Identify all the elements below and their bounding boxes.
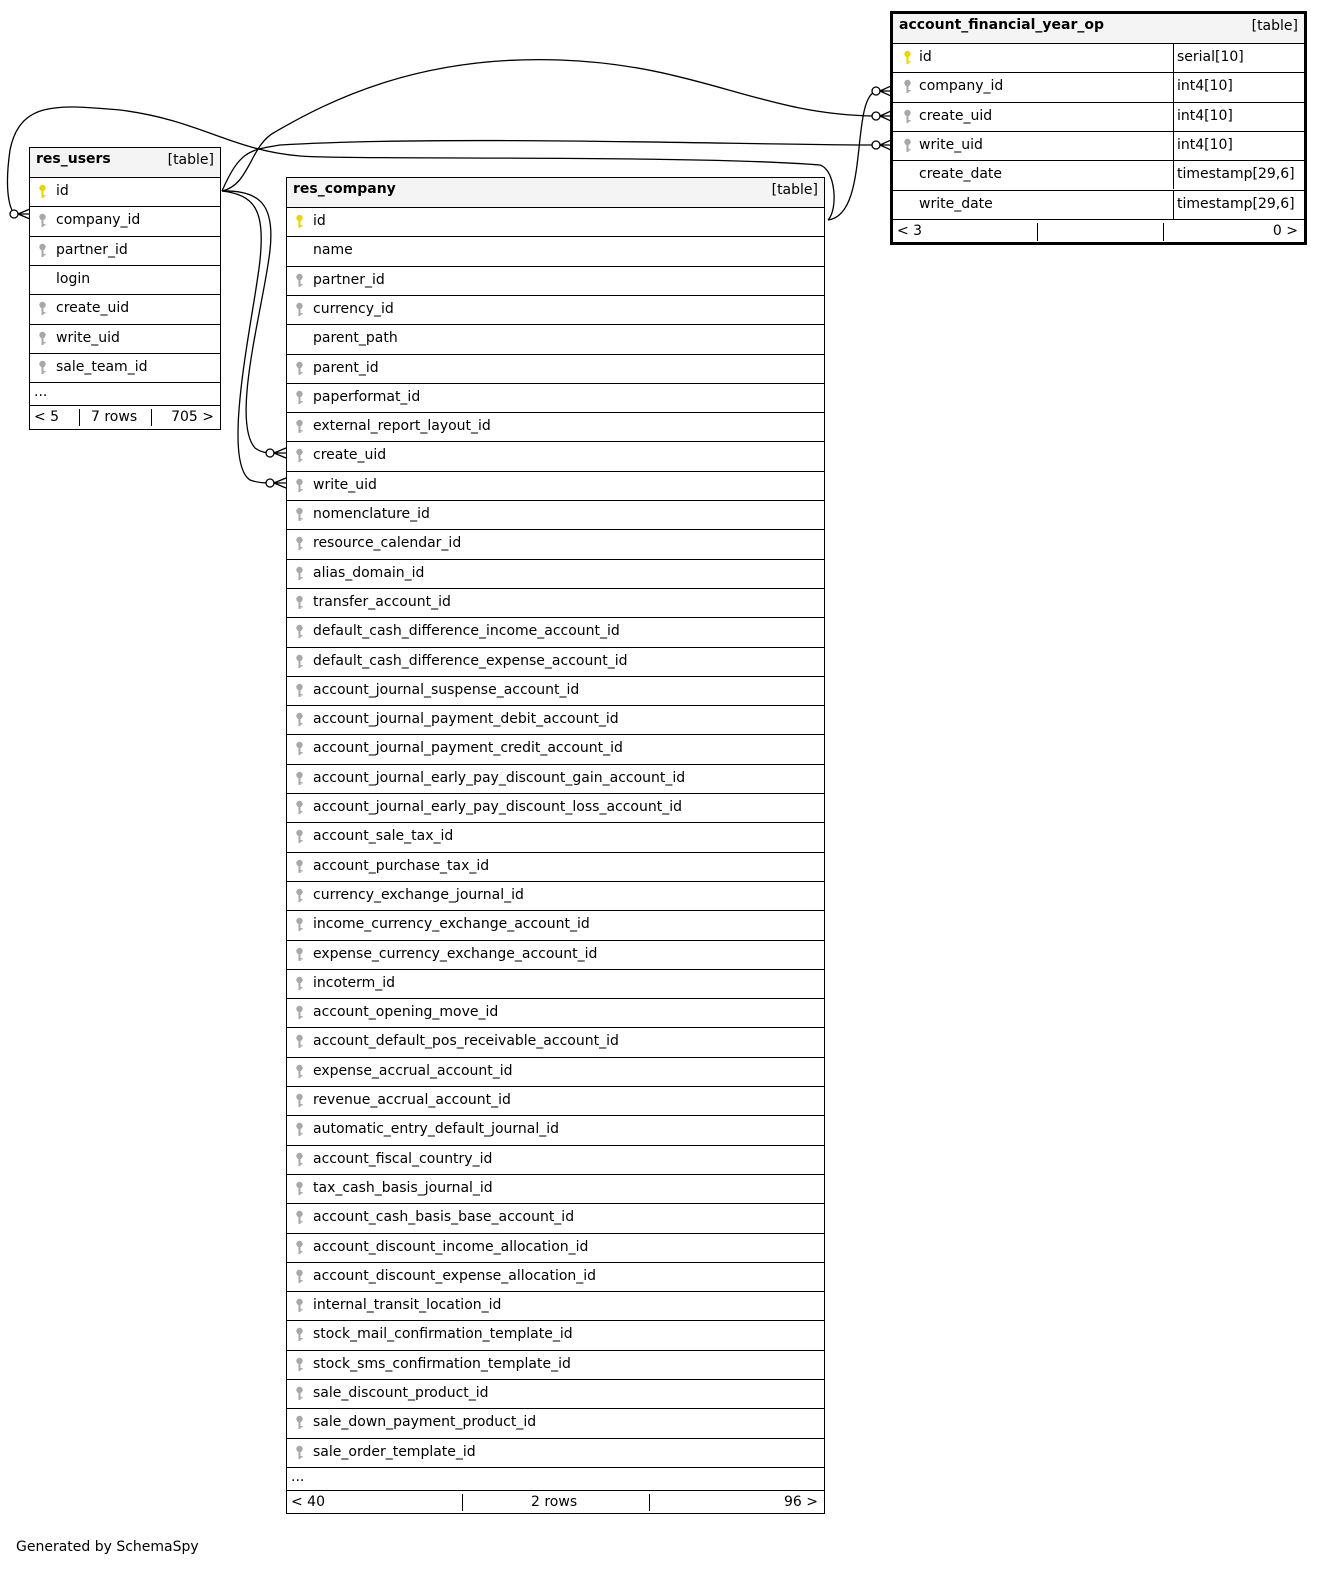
foreign-key-icon (295, 448, 304, 464)
column-row[interactable] (287, 207, 824, 236)
column-name[interactable]: company_id (919, 78, 1004, 95)
column-row[interactable] (287, 705, 824, 734)
foreign-key-icon (295, 1064, 304, 1080)
column-name[interactable]: account_purchase_tax_id (313, 857, 490, 874)
foreign-key-icon (295, 507, 304, 523)
foreign-key-icon (295, 771, 304, 787)
foreign-key-icon (295, 976, 304, 992)
column-row[interactable] (893, 43, 1304, 72)
column-row[interactable] (287, 734, 824, 763)
column-name[interactable]: write_uid (313, 476, 377, 493)
column-row[interactable] (287, 852, 824, 881)
foreign-key-icon (295, 859, 304, 875)
column-divider (1173, 191, 1174, 219)
table-header (30, 148, 220, 177)
column-name[interactable]: write_uid (56, 329, 120, 346)
table-account-financial-year-op[interactable] (890, 11, 1307, 245)
foreign-key-icon (295, 390, 304, 406)
column-row[interactable] (287, 647, 824, 676)
column-row[interactable] (287, 910, 824, 939)
link-company-create-uid (222, 191, 272, 453)
column-row[interactable] (287, 559, 824, 588)
column-name[interactable]: nomenclature_id (313, 506, 430, 522)
column-row[interactable] (287, 617, 824, 646)
ellipsis: ... (291, 1468, 305, 1485)
column-name[interactable]: account_journal_payment_debit_account_id (313, 711, 619, 728)
row-count: 7 rows (91, 409, 138, 426)
row-count: 2 rows (531, 1493, 578, 1510)
table-res-company[interactable] (286, 177, 825, 1514)
table-name[interactable]: account_financial_year_op (899, 17, 1105, 33)
foreign-key-icon (295, 273, 304, 289)
column-row[interactable] (287, 1320, 824, 1349)
foreign-key-icon (295, 302, 304, 318)
footer-divider (151, 409, 152, 426)
foreign-key-icon (903, 79, 912, 95)
table-footer (287, 1490, 824, 1514)
foreign-key-icon (38, 301, 47, 317)
foreign-key-icon (295, 566, 304, 582)
column-row[interactable] (287, 1203, 824, 1232)
column-name[interactable]: parent_id (313, 359, 379, 376)
foreign-key-icon (295, 1181, 304, 1197)
column-row[interactable] (287, 676, 824, 705)
table-footer (893, 219, 1304, 244)
column-name[interactable]: parent_path (313, 330, 398, 347)
column-type: timestamp[29,6] (1177, 166, 1295, 183)
foreign-key-icon (295, 1152, 304, 1168)
column-row[interactable] (30, 236, 220, 265)
column-name[interactable]: partner_id (56, 241, 128, 258)
foreign-key-icon (295, 1327, 304, 1343)
link-afyo-company (828, 91, 876, 220)
column-name[interactable]: sale_discount_product_id (313, 1385, 489, 1401)
footer-divider (79, 409, 80, 426)
link-afyo-create-uid (222, 60, 876, 191)
column-name[interactable]: automatic_entry_default_journal_id (313, 1121, 560, 1138)
column-row[interactable] (287, 266, 824, 295)
foreign-key-icon (295, 654, 304, 670)
column-name[interactable]: sale_team_id (56, 358, 148, 375)
column-name[interactable]: account_discount_expense_allocation_id (313, 1267, 597, 1284)
column-name[interactable]: account_journal_early_pay_discount_loss_account_id (313, 799, 682, 815)
column-row[interactable] (287, 1291, 824, 1320)
column-name[interactable]: create_date (919, 166, 1003, 183)
foreign-key-icon (903, 138, 912, 154)
foreign-key-icon (903, 109, 912, 125)
column-name[interactable]: sale_down_payment_product_id (313, 1414, 537, 1431)
column-name[interactable]: currency_exchange_journal_id (313, 886, 524, 903)
column-name[interactable]: stock_mail_confirmation_template_id (313, 1326, 573, 1343)
foreign-key-icon (295, 917, 304, 933)
column-row[interactable] (287, 881, 824, 910)
column-name[interactable]: id (919, 49, 932, 65)
table-name[interactable]: res_company (293, 181, 396, 197)
foreign-key-icon (295, 1122, 304, 1138)
foreign-key-icon (295, 1445, 304, 1461)
table-type: [table] (167, 152, 214, 168)
column-name[interactable]: account_journal_payment_credit_account_id (313, 740, 623, 757)
footer-divider (462, 1494, 463, 1511)
column-row[interactable] (287, 1262, 824, 1291)
column-row[interactable] (287, 529, 824, 558)
column-row[interactable] (30, 177, 220, 206)
column-row[interactable] (893, 131, 1304, 160)
foreign-key-icon (295, 683, 304, 699)
foreign-key-icon (38, 331, 47, 347)
column-divider (1173, 44, 1174, 72)
column-type: int4[10] (1177, 78, 1233, 95)
column-name[interactable]: create_uid (56, 300, 130, 317)
foreign-key-icon (295, 1240, 304, 1256)
column-name[interactable]: write_date (919, 195, 993, 212)
column-row[interactable] (30, 265, 220, 294)
foreign-key-icon (295, 1269, 304, 1285)
column-row[interactable] (287, 588, 824, 617)
foreign-key-icon (38, 243, 47, 259)
column-divider (1173, 132, 1174, 160)
column-name[interactable]: currency_id (313, 300, 394, 317)
column-row[interactable] (287, 1027, 824, 1056)
table-header (893, 14, 1304, 43)
column-name[interactable]: account_cash_basis_base_account_id (313, 1209, 575, 1226)
column-row[interactable] (287, 295, 824, 324)
foreign-key-icon (295, 478, 304, 494)
parents-link[interactable]: < 5 (34, 409, 60, 426)
column-name[interactable]: expense_currency_exchange_account_id (313, 945, 598, 962)
column-row[interactable] (287, 1350, 824, 1379)
parents-link[interactable]: < 40 (291, 1493, 325, 1510)
column-row[interactable] (287, 471, 824, 500)
link-company-write-uid (222, 191, 272, 483)
column-row[interactable] (287, 1379, 824, 1408)
column-name[interactable]: account_opening_move_id (313, 1004, 499, 1021)
column-type: timestamp[29,6] (1177, 195, 1295, 212)
column-row[interactable] (287, 412, 824, 441)
foreign-key-icon (295, 624, 304, 640)
column-name[interactable]: write_uid (919, 136, 983, 153)
column-row[interactable] (287, 500, 824, 529)
column-name[interactable]: transfer_account_id (313, 593, 451, 610)
column-row[interactable] (287, 1233, 824, 1262)
column-row[interactable] (893, 190, 1304, 219)
children-link[interactable]: 705 > (171, 409, 214, 426)
column-name[interactable]: stock_sms_confirmation_template_id (313, 1355, 571, 1372)
foreign-key-icon (38, 213, 47, 229)
column-type: int4[10] (1177, 136, 1233, 153)
footer-divider (1037, 223, 1038, 241)
primary-key-icon (295, 214, 304, 230)
table-type: [table] (1251, 18, 1298, 34)
foreign-key-icon (295, 1093, 304, 1109)
column-row[interactable] (30, 206, 220, 235)
column-row[interactable] (287, 764, 824, 793)
foreign-key-icon (295, 1005, 304, 1021)
more-columns[interactable] (287, 1467, 824, 1490)
column-name[interactable]: sale_order_template_id (313, 1443, 476, 1460)
column-row[interactable] (30, 294, 220, 323)
column-row[interactable] (287, 998, 824, 1027)
column-row[interactable] (287, 1086, 824, 1115)
column-name[interactable]: create_uid (919, 107, 993, 124)
column-row[interactable] (287, 793, 824, 822)
column-name[interactable]: id (56, 183, 69, 199)
column-row[interactable] (287, 1145, 824, 1174)
column-name[interactable]: name (313, 242, 353, 259)
table-footer (30, 405, 220, 429)
column-name[interactable]: create_uid (313, 447, 387, 464)
column-row[interactable] (287, 1438, 824, 1467)
foreign-key-icon (295, 361, 304, 377)
parents-link[interactable]: < 3 (897, 222, 923, 239)
column-name[interactable]: id (313, 213, 326, 229)
foreign-key-icon (295, 829, 304, 845)
foreign-key-icon (38, 360, 47, 376)
column-row[interactable] (287, 354, 824, 383)
column-name[interactable]: partner_id (313, 271, 385, 288)
column-name[interactable]: default_cash_difference_income_account_id (313, 623, 620, 640)
column-row[interactable] (893, 72, 1304, 101)
column-name[interactable]: account_default_pos_receivable_account_id (313, 1033, 619, 1050)
foreign-key-icon (295, 1357, 304, 1373)
more-columns[interactable] (30, 382, 220, 405)
foreign-key-icon (295, 1415, 304, 1431)
column-name[interactable]: internal_transit_location_id (313, 1297, 502, 1314)
column-row[interactable] (287, 969, 824, 998)
foreign-key-icon (295, 1298, 304, 1314)
foreign-key-icon (295, 595, 304, 611)
column-name[interactable]: resource_calendar_id (313, 535, 462, 552)
column-name[interactable]: alias_domain_id (313, 564, 425, 581)
column-name[interactable]: account_journal_suspense_account_id (313, 681, 580, 698)
foreign-key-icon (295, 1034, 304, 1050)
column-row[interactable] (287, 441, 824, 470)
column-row[interactable] (30, 324, 220, 353)
table-name[interactable]: res_users (36, 151, 111, 167)
column-name[interactable]: default_cash_difference_expense_account_id (313, 652, 628, 669)
column-name[interactable]: account_discount_income_allocation_id (313, 1238, 589, 1255)
column-row[interactable] (893, 102, 1304, 131)
column-divider (1173, 73, 1174, 101)
foreign-key-icon (295, 712, 304, 728)
table-header (287, 178, 824, 207)
foreign-key-icon (295, 888, 304, 904)
generated-by-label: Generated by SchemaSpy (16, 1539, 199, 1555)
column-row[interactable] (287, 1057, 824, 1086)
column-row[interactable] (893, 160, 1304, 189)
column-name[interactable]: account_fiscal_country_id (313, 1150, 493, 1167)
foreign-key-icon (295, 1210, 304, 1226)
foreign-key-icon (295, 800, 304, 816)
column-row[interactable] (287, 236, 824, 265)
column-name[interactable]: income_currency_exchange_account_id (313, 916, 590, 933)
children-link[interactable]: 96 > (784, 1493, 818, 1510)
column-row[interactable] (287, 383, 824, 412)
column-row[interactable] (287, 1115, 824, 1144)
table-res-users[interactable] (29, 147, 221, 430)
column-name[interactable]: external_report_layout_id (313, 418, 491, 435)
column-name[interactable]: login (56, 270, 91, 287)
table-type: [table] (771, 182, 818, 198)
column-row[interactable] (287, 822, 824, 851)
column-type: int4[10] (1177, 107, 1233, 124)
foreign-key-icon (295, 536, 304, 552)
column-name[interactable]: account_sale_tax_id (313, 828, 454, 845)
children-link[interactable]: 0 > (1272, 222, 1298, 239)
column-row[interactable] (287, 940, 824, 969)
column-divider (1173, 103, 1174, 131)
foreign-key-icon (295, 419, 304, 435)
column-name[interactable]: expense_accrual_account_id (313, 1062, 513, 1079)
column-row[interactable] (287, 1408, 824, 1437)
column-row[interactable] (287, 324, 824, 353)
foreign-key-icon (295, 741, 304, 757)
foreign-key-icon (295, 947, 304, 963)
ellipsis: ... (34, 384, 48, 401)
column-divider (1173, 161, 1174, 189)
primary-key-icon (38, 184, 47, 200)
footer-divider (1163, 223, 1164, 241)
column-name[interactable]: revenue_accrual_account_id (313, 1092, 511, 1108)
column-name[interactable]: paperformat_id (313, 388, 421, 405)
column-name[interactable]: account_journal_early_pay_discount_gain_account_id (313, 769, 686, 786)
column-name[interactable]: incoterm_id (313, 974, 396, 991)
column-name[interactable]: tax_cash_basis_journal_id (313, 1179, 493, 1196)
footer-divider (649, 1494, 650, 1511)
foreign-key-icon (295, 1386, 304, 1402)
column-row[interactable] (287, 1174, 824, 1203)
column-type: serial[10] (1177, 49, 1244, 65)
primary-key-icon (903, 50, 912, 66)
column-name[interactable]: company_id (56, 212, 141, 229)
column-row[interactable] (30, 353, 220, 382)
